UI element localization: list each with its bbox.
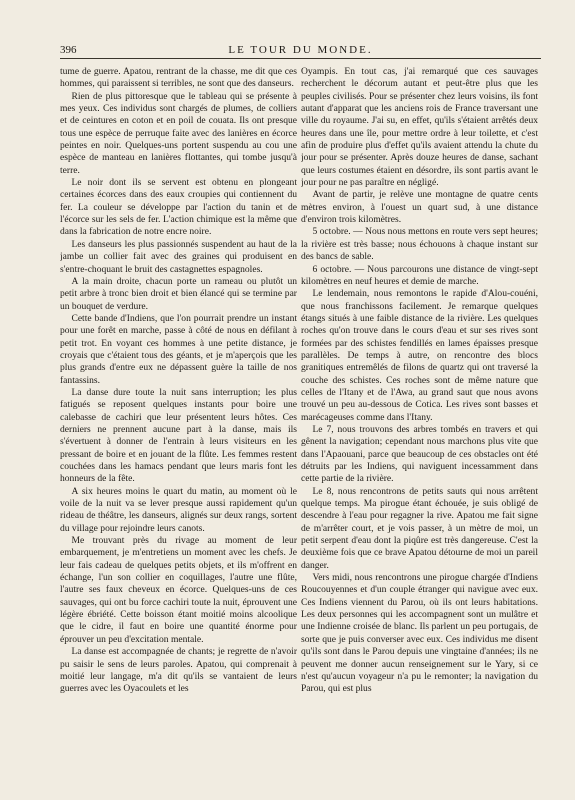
paragraph: La danse est accompagnée de chants; je regrette de n'avoir pu saisir le sens de leurs paroles. Apatou, qui comprenait à moitié leur langage, m'a dit qu'ils se vantaient de leurs guerres avec les Oyacoulets et les: [60, 646, 297, 695]
left-column: [60, 66, 297, 786]
paragraph: A six heures moins le quart du matin, au moment où le voile de la nuit va se lever presque aussi rapidement qu'un rideau de théâtre, les danseurs, alignés sur deux rangs, sortent du village pour rejoindre leurs canots.: [60, 485, 297, 534]
paragraph: Le noir dont ils se servent est obtenu en plongeant certaines écorces dans des eaux croupies qui contiennent du fer. La couleur se développe par l'action du tanin et de l'écorce sur les sels de fer. L'action chimique est la même que dans la fabrication de notre encre noire.: [60, 177, 297, 238]
paragraph: Avant de partir, je relève une montagne de quatre cents mètres environ, à l'ouest un quart sud, à une distance d'environ trois kilomètres.: [301, 189, 538, 226]
paragraph: Vers midi, nous rencontrons une pirogue chargée d'Indiens Roucouyennes et d'un couple étranger qui navigue avec eux. Ces Indiens viennent du Parou, où ils ont leurs habitations. Les deux personnes qui les accompagnent sont un mulâtre et une Indienne croisée de blanc. Ils parlent un peu portugais, de sorte que je puis converser avec eux. Ces individus me disent qu'ils sont dans le Parou depuis une vingtaine d'années; ils ne peuvent me donner aucun renseignement sur le Yary, si ce n'est qu'aucun voyageur n'a pu le remonter; la navigation du Parou, qui est plus: [301, 572, 538, 695]
paragraph: Le 7, nous trouvons des arbres tombés en travers et qui gênent la navigation; cependant nous marchons plus vite que dans l'Apaouani, parce que beaucoup de ces obstacles ont été détruits par les Indiens, qui naviguent incessamment dans cette partie de la rivière.: [301, 423, 538, 485]
paragraph: Rien de plus pittoresque que le tableau qui se présente à mes yeux. Ces individus sont chargés de plumes, de colliers et de ceintures en coton et en poil de couata. Ils ont presque tous une espèce de perruque faite avec des lanières en écorce peintes en noir. Quelques-uns portent suspendu au cou une espèce de manteau en lanières flottantes, qui tombe jusqu'à terre.: [60, 90, 297, 176]
paragraph: 5 octobre. — Nous nous mettons en route vers sept heures; la rivière est très basse; nous échouons à chaque instant sur des bancs de sable.: [301, 226, 538, 263]
paragraph: Oyampis. En tout cas, j'ai remarqué que ces sauvages recherchent le décorum autant et peut-être plus que les peuples civilisés. Pour se présenter chez leurs voisins, ils font autant d'apparat que les anciens rois de France traversant une ville du royaume. J'ai su, en effet, qu'ils s'étaient arrêtés deux heures dans une île, pour mettre ordre à leur toilette, et c'est afin de produire plus d'effet qu'ils avaient attendu la chute du jour pour se présenter. Après douze heures de danse, sachant que leurs costumes étaient en désordre, ils sont partis avant le jour pour ne pas paraître en négligé.: [301, 66, 538, 189]
paragraph: tume de guerre. Apatou, rentrant de la chasse, me dit que ces hommes, qui paraissent si terribles, ne sont que des danseurs.: [60, 66, 297, 90]
paragraph: Cette bande d'Indiens, que l'on pourrait prendre un instant pour une forêt en marche, passe à côté de nous en défilant à petit trot. En voyant ces hommes à une petite distance, je croyais que c'étaient tous des géants, et je m'aperçois que les plus grands d'entre eux ne dépassent guère la taille de nos fantassins.: [60, 312, 297, 386]
paragraph: 6 octobre. — Nous parcourons une distance de vingt-sept kilomètres en neuf heures et demie de marche.: [301, 263, 538, 287]
paragraph: Le lendemain, nous remontons le rapide d'Alou-couéni, que nous franchissons facilement. Je remarque quelques étangs situés à une faible distance de la rivière. Les quelques roches qu'on trouve dans le cours d'eau et sur ses rives sont formées par des schistes fendillés en lames épaisses presque parallèles. De temps à autre, on rencontre des blocs granitiques entremêlés de filons de quartz qui ont traversé la couche des schistes. Ces roches sont de même nature que celles de l'Itany et de l'Awa, au grand saut que nous avons trouvé un peu au-dessous de Cotica. Les rives sont basses et marécageuses comme dans l'Itany.: [301, 288, 538, 423]
paragraph: Les danseurs les plus passionnés suspendent au haut de la jambe un collier fait avec des graines qui produisent en s'entre-choquant le bruit des castagnettes espagnoles.: [60, 238, 297, 275]
running-title: LE TOUR DU MONDE.: [228, 44, 373, 56]
paragraph: A la main droite, chacun porte un rameau ou plutôt un petit arbre à tronc bien droit et bien élancé qui se termine par un bouquet de verdure.: [60, 275, 297, 312]
paragraph: Le 8, nous rencontrons de petits sauts qui nous arrêtent quelque temps. Ma pirogue étant échouée, je suis obligé de descendre à l'eau pour regagner la rive. Apatou me fait signe de m'arrêter court, et je vois passer, à un mètre de moi, un petit serpent d'eau dont la piqûre est très dangereuse. C'est la deuxième fois que ce brave Apatou détourne de moi un pareil danger.: [301, 485, 538, 571]
page-number: 396: [60, 44, 77, 56]
paragraph: Me trouvant près du rivage au moment de leur embarquement, je m'entretiens un moment avec les chefs. Je leur fais cadeau de quelques petits objets, et ils m'offrent en échange, l'un son collier en coquillages, l'autre une flûte, l'autre ses faux cheveux en écorce. Quelques-uns de ces sauvages, qui ont bu force cachiri toute la nuit, éprouvent une légère ébriété. Cette boisson étant moitié moins alcoolique que le cidre, il faut en boire une quantité énorme pour éprouver un peu d'excitation mentale.: [60, 535, 297, 645]
right-column: [301, 66, 538, 786]
paragraph: La danse dure toute la nuit sans interruption; les plus fatigués se reposent quelques instants pour boire une calebasse de cachiri que leur présentent leurs hôtes. Ces derniers ne prennent aucune part à la danse, mais ils s'évertuent à donner de l'entrain à leurs visiteurs en les pressant de boire et en jouant de la flûte. Les femmes restent couchées dans les hamacs pendant que leurs maris font les honneurs de la fête.: [60, 386, 297, 485]
running-header: [60, 44, 541, 59]
